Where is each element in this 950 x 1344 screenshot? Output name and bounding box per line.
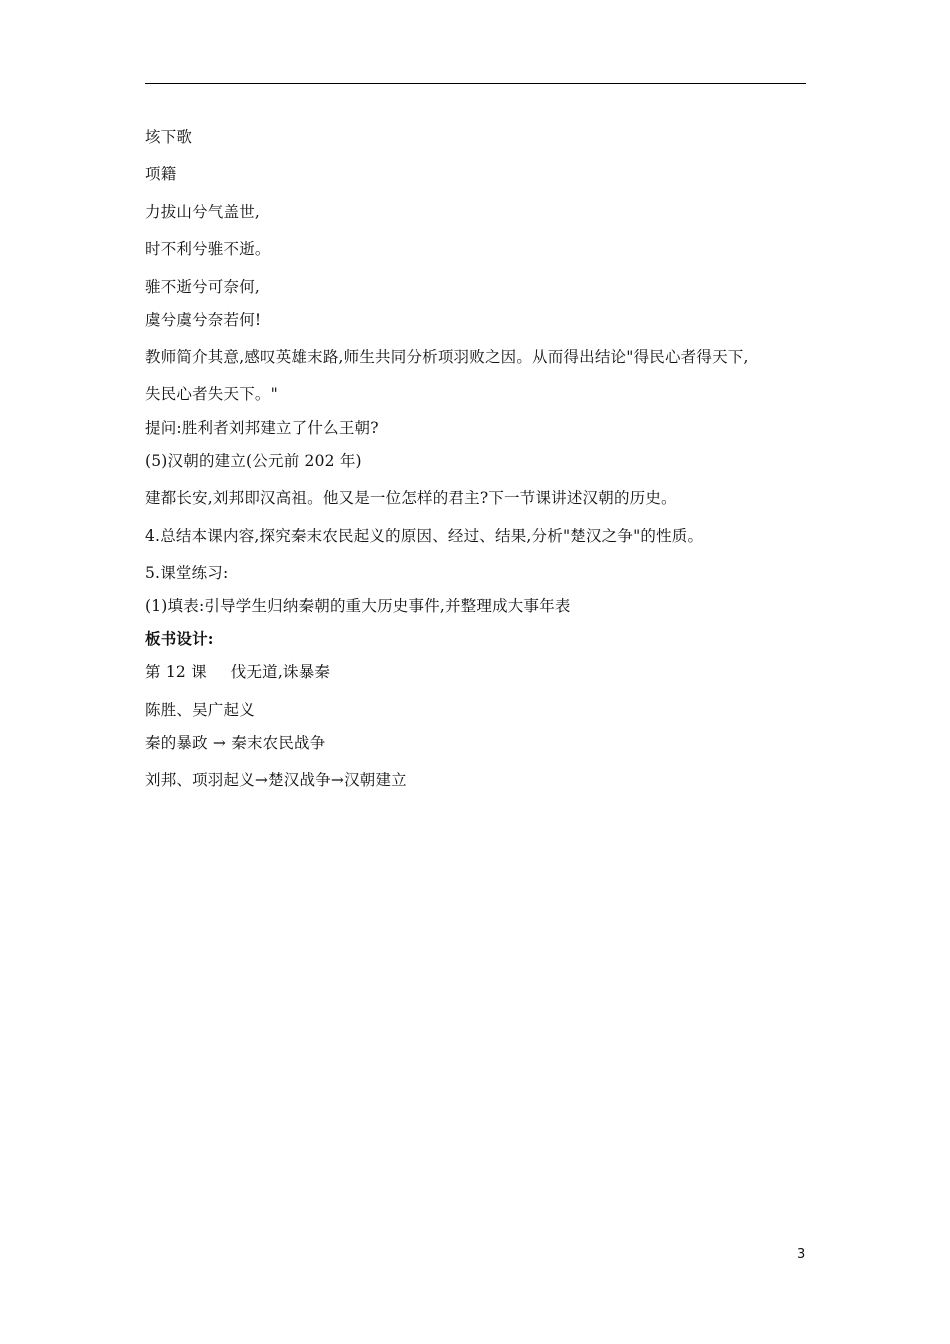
paragraph-line: 建都长安,刘邦即汉高祖。他又是一位怎样的君主?下一节课讲述汉朝的历史。 <box>145 489 677 507</box>
lesson-title: 伐无道,诛暴秦 <box>230 663 331 681</box>
board-heading: 板书设计: <box>145 629 214 648</box>
step-item: 5.课堂练习: <box>145 564 229 582</box>
lesson-number: 第 12 课 <box>145 663 207 681</box>
poem-title: 垓下歌 <box>145 128 193 146</box>
section-heading: (5)汉朝的建立(公元前 202 年) <box>145 452 362 470</box>
poem-author: 项籍 <box>145 165 177 183</box>
board-line-1: 陈胜、吴广起义 <box>145 701 255 719</box>
poem-line-3: 骓不逝兮可奈何, <box>145 278 261 296</box>
board-line-2: 秦的暴政 → 秦末农民战争 <box>145 734 326 752</box>
board-line-3: 刘邦、项羽起义→楚汉战争→汉朝建立 <box>145 771 407 789</box>
question-text: 提问:胜利者刘邦建立了什么王朝? <box>145 419 379 437</box>
paragraph-line: 教师简介其意,感叹英雄末路,师生共同分析项羽败之因。从而得出结论"得民心者得天下, <box>145 348 749 366</box>
step-item: 4.总结本课内容,探究秦末农民起义的原因、经过、结果,分析"楚汉之争"的性质。 <box>145 527 704 545</box>
poem-line-1: 力拔山兮气盖世, <box>145 203 261 221</box>
board-lesson <box>145 662 330 682</box>
exercise-item: (1)填表:引导学生归纳秦朝的重大历史事件,并整理成大事年表 <box>145 597 571 615</box>
paragraph-line: 失民心者失天下。" <box>145 385 278 403</box>
header-rule <box>145 83 806 84</box>
poem-line-4: 虞兮虞兮奈若何! <box>145 311 262 329</box>
poem-line-2: 时不利兮骓不逝。 <box>145 240 271 258</box>
page-number: 3 <box>797 1247 806 1262</box>
